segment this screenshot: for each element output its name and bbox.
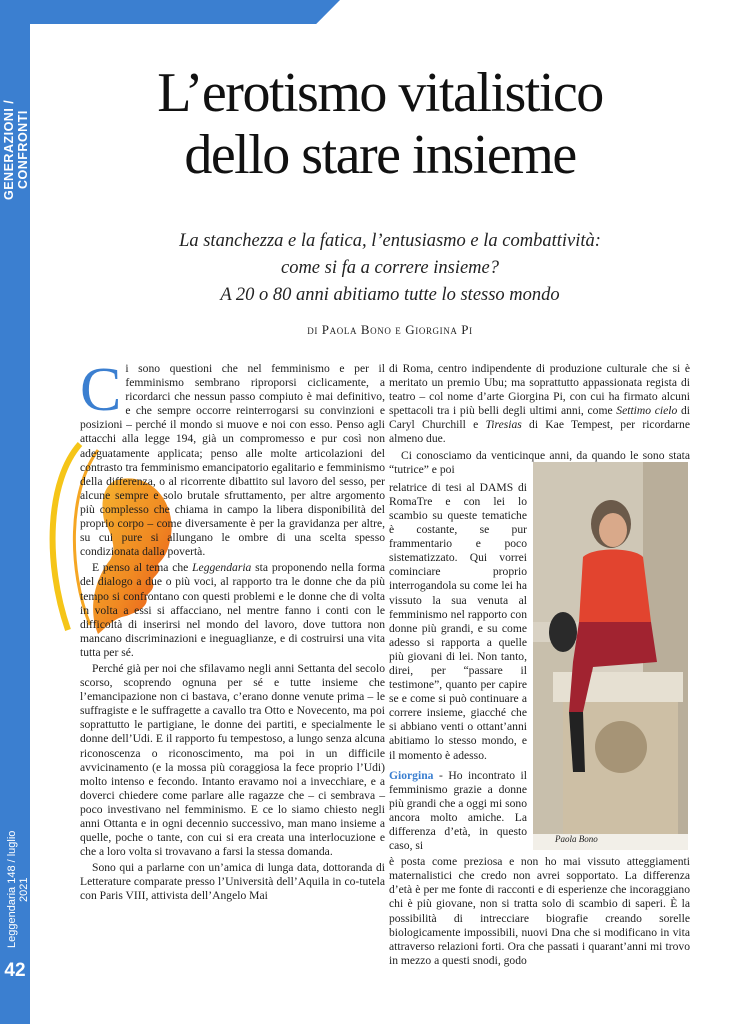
paragraph-5-text-a: di Roma, centro indipendente di produzione culturale che si è meritato un premio Ubu; ma soprattutto appassionata regista di teatro – col nome d’arte Giorgina Pi, con cui ha firmato alcuni spettacoli tra i più belli degli ultimi anni, come [389, 362, 690, 418]
paragraph-2-text-a: E penso al tema che [92, 561, 193, 575]
play-title-2: Tiresias [485, 418, 522, 432]
paragraph-1: i sono questioni che nel femminismo e per il femminismo sembrano riproporsi ciclicamente, a ricordarci che nessun passo compiuto è mai definitivo, e che sempre occorre reinterrogarsi su convinzioni e posizioni – perché il mondo si muove e noi con esso. Penso agli attacchi alla legge 194, già un compromesso e pur così non adeguatamente applicata; penso alle molte articolazioni del contrasto tra femminismo emancipatorio egalitario e femminismo della differenza, o al ricorrente dibattito sul lavoro del sesso, per alcune sempre e solo brutale sfruttamento, per altre argomento più complesso che chiama in campo la libera disponibilità del proprio corpo – come diversamente è per la gravidanza per altre, su cui pure si allungano le ombre di una scelta spesso condizionata dalla povertà. [80, 362, 385, 559]
article-subtitle [100, 228, 680, 309]
paragraph-7-text-a: - Ho incontrato il femminismo grazie a donne più grandi che a oggi mi sono ancora molto amiche. La differenza d’età, in questo caso, si [389, 768, 527, 853]
paragraph-3: Perché già per noi che sfilavamo negli anni Settanta del secolo scorso, scoprendo ognuna per sé e tutte insieme che l’emancipazione non ci bastava, c’erano donne venute prima – le suffragiste e le suffragette a cavallo tra Otto e Novecento, ma poi soprattutto le partigiane, le donne dei partiti, e specialmente le donne dell’Udi. E il rapporto fu tempestoso, a lungo senza alcuna riconoscenza o riconoscimento, ma poi in un difficile avvicinamento (e la mossa più coraggiosa la fece proprio l’Udi) molto intenso e fecondo. Intanto eravamo noi a invecchiare, e a doverci chiedere come parlare alle ragazze che – ci sembrava – poco investivano nel femminismo. E ce lo siamo chiesto negli anni Ottanta e in ogni decennio successivo, man mano insieme a quelle, poche o tante, con cui si era creata una interlocuzione e che a loro volta si trovavano a farsi la stessa domanda. [80, 661, 385, 859]
photo-caption: Paola Bono [555, 834, 598, 844]
paragraph-7 [389, 769, 527, 854]
narrow-text-block [389, 481, 527, 853]
subtitle-line-1: La stanchezza e la fatica, l’entusiasmo e la combattività: [179, 231, 601, 251]
top-accent-bar [0, 0, 340, 24]
paragraph-2 [80, 561, 385, 660]
play-title-1: Settimo cielo [616, 404, 678, 418]
paragraph-6-rest: relatrice di tesi al DAMS di RomaTre e con lei lo scambio su queste tematiche è costante, se pur frammentario e poco sistematizzato. Qui vorrei cominciare proprio interrogandola su come lei ha vissuto la sua venuta al femminismo nel rapporto con donne più grandi, e su come adesso si rapporta a quelle più giovani di lei. Non tanto, direi, per “passare il testimone”, quanto per capire se e come si può continuare a correre insieme, giacché che si abbiano venti o ottant’anni abitiamo lo stesso mondo, e il momento è adesso. [389, 480, 527, 762]
drop-cap: C [80, 356, 122, 424]
article-title [60, 62, 700, 186]
magazine-name: Leggendaria [192, 561, 252, 575]
sidebar [0, 0, 30, 1024]
issue-label: Leggendaria 148 / luglio 2021 [6, 830, 30, 949]
section-label: GENERAZIONI / CONFRONTI [2, 99, 30, 201]
portrait-photo [533, 462, 688, 850]
paragraph-4: Sono qui a parlarne con un’amica di lunga data, dottoranda di Letterature comparate presso l’Università dell’Aquila in co-tutela con Paris VIII, attivista dell’Angelo Mai [80, 861, 385, 903]
paragraph-6-text-top: Ci conosciamo da venticinque anni, da quando le sono stata “tutrice” e poi [389, 448, 690, 476]
paragraph-2-text-b: sta proponendo nella forma del dialogo a due o più voci, al rapporto tra le donne che da più tempo si confrontano con questi problemi e le donne che di volta in volta a essi si affacciano, nel mentre fanno i conti con le difficoltà di inserirsi nel mondo del lavoro, dove tuttora non mancano discriminazioni e ineguaglianze, e di costruirsi una vita tutta per sé. [80, 561, 386, 659]
paragraph-5-text-b: di Caryl Churchill e [389, 404, 690, 432]
title-line-2: dello stare insieme [184, 124, 576, 186]
speaker-name: Giorgina [389, 768, 434, 782]
page-number: 42 [4, 960, 26, 981]
subtitle-line-2: come si fa a correre insieme? [280, 258, 499, 278]
paragraph-5-text-c: di Kae Tempest, per ricordarne almeno due. [389, 418, 690, 446]
paragraph-5 [389, 362, 690, 447]
title-line-1: L’erotismo vitalistico [157, 62, 603, 124]
byline: di Paola Bono e Giorgina Pi [307, 322, 473, 337]
subtitle-line-3: A 20 o 80 anni abitiamo tutte lo stesso mondo [220, 285, 560, 305]
article-column-1 [80, 356, 386, 906]
paragraph-7-continued: è posta come preziosa e non ho mai vissuto atteggiamenti maternalistici che credo non avrei sopportato. La differenza d’età è per me fonte di racconti e di esperienze che incoraggiano chi è più giovane, non si tratta solo di scambio di saperi. È la possibilità di intrecciare biografie creando sorelle biologicamente impossibili, nuovi Dna che si modificano in vita attraverso relazioni forti. Ora che passati i quarant’anni mi trovo in mezzo a questi snodi, godo [389, 855, 690, 967]
